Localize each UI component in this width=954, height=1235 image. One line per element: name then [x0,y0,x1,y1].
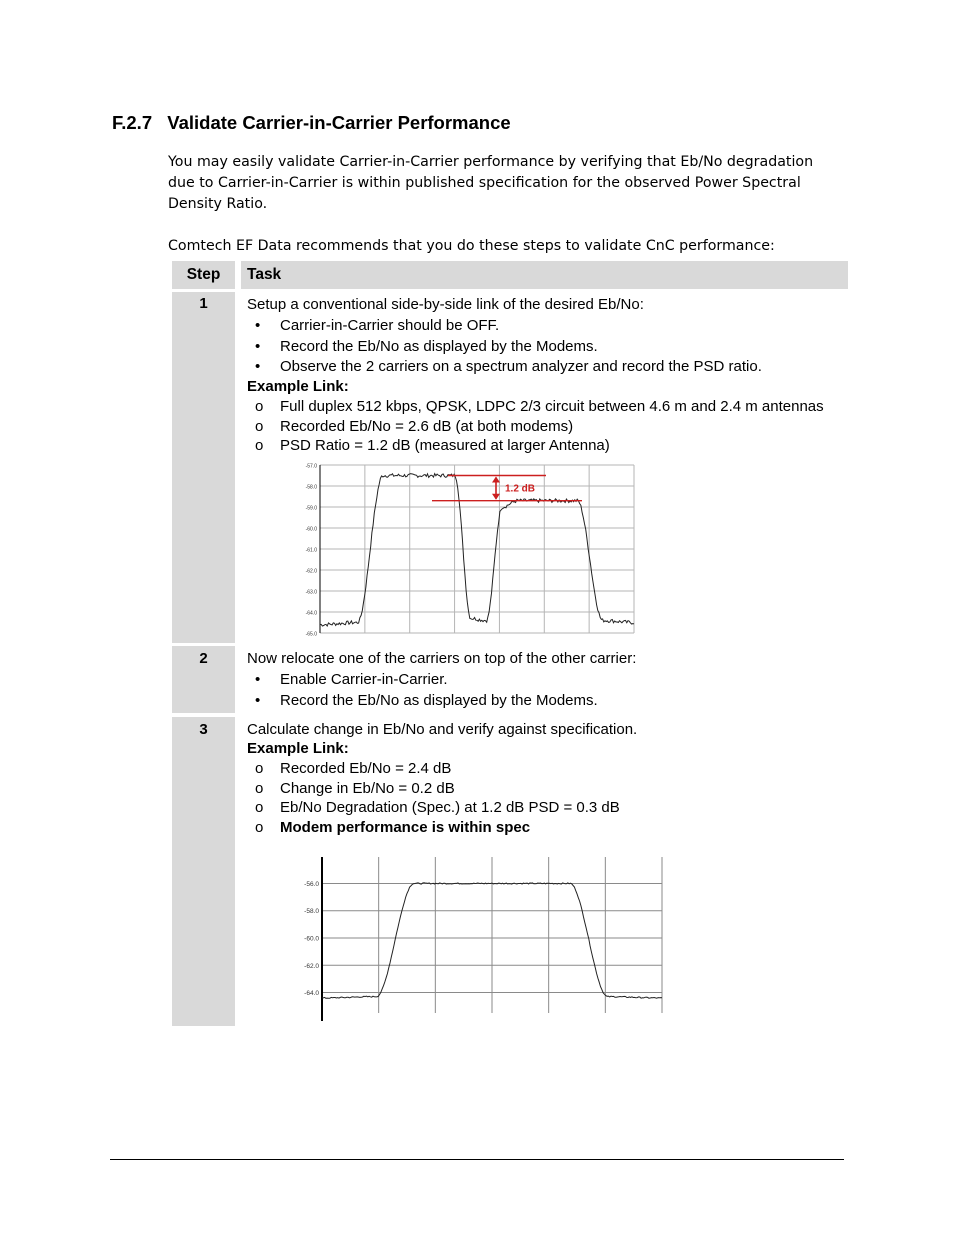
section-title: Validate Carrier-in-Carrier Performance [167,112,511,133]
step-number: 1 [199,295,208,312]
step-header: Step [172,261,235,289]
y-tick-label: -60.0 [305,526,317,533]
y-tick-label: -62.0 [304,962,319,970]
section-number: F.2.7 [112,112,153,133]
y-tick-label: -64.0 [304,990,319,998]
circle-icon: o [255,760,264,777]
circle-icon: o [255,437,264,454]
spectrum-chart-side-by-side [300,458,636,640]
y-tick-label: -58.0 [304,908,319,916]
y-tick-label: -59.0 [305,505,317,512]
y-tick-label: -61.0 [305,547,317,554]
task-1-cell: Setup a conventional side-by-side link of the desired Eb/No: • Carrier-in-Carrier should be OFF. • Record the Eb/No as displayed by the Modems. • Observe the 2 carriers on a spectrum analyzer and record the PSD ratio. Example Link: o Full duplex 512 kbps, QPSK, LDPC 2/3 circuit between 4.6 m and 2.4 m antennas o Recorded Eb/No = 2.6 dB (at both modems) o PSD Ratio = 1.2 dB (measured at larger Antenna) [247,296,824,454]
example-label: Example Link: [247,740,349,757]
y-tick-label: -57.0 [305,463,317,470]
y-tick-label: -63.0 [305,589,317,596]
step-number: 3 [199,721,208,738]
footer-rule [110,1159,844,1160]
example-label: Example Link: [247,378,349,395]
arrow-head-up [492,477,500,483]
bullet-icon: • [255,338,261,355]
task-intro: Calculate change in Eb/No and verify against specification. [247,721,638,738]
circle-icon: o [255,398,264,415]
spectrum-chart-cnc [298,855,664,1023]
task-2-cell: Now relocate one of the carriers on top of the other carrier: • Enable Carrier-in-Carrier. • Record the Eb/No as displayed by the Modems. [247,650,637,709]
recommend-paragraph: Comtech EF Data recommends that you do these steps to validate CnC performance: [168,238,775,254]
bullet-icon: • [255,692,261,709]
task-3-cell: Calculate change in Eb/No and verify against specification. Example Link: o Recorded Eb/No = 2.4 dB o Change in Eb/No = 0.2 dB o Eb/No Degradation (Spec.) at 1.2 dB PSD = 0.3 dB o Modem performance is within spec [247,721,638,836]
intro-paragraph: You may easily validate Carrier-in-Carrier performance by verifying that Eb/No degradation due to Carrier-in-Carrier is within published specification for the observed Power Spectral Density Ratio. [168,154,814,212]
bullet-icon: • [255,358,261,375]
y-tick-label: -58.0 [305,484,317,491]
y-tick-label: -56.0 [304,880,319,888]
bullet-icon: • [255,317,261,334]
arrow-head-down [492,494,500,500]
bullet-icon: • [255,671,261,688]
task-intro: Setup a conventional side-by-side link of the desired Eb/No: [247,296,644,313]
spectrum-trace [320,474,634,626]
chart-grid [306,464,634,638]
circle-icon: o [255,799,264,816]
step-3-cell [172,717,235,1026]
circle-icon: o [255,819,264,836]
circle-icon: o [255,780,264,797]
circle-icon: o [255,418,264,435]
section-heading [112,112,511,134]
task-header: Task [241,261,848,289]
annotation-label: 1.2 dB [505,483,536,495]
step-2-cell [172,646,235,713]
y-tick-label: -65.0 [305,631,317,638]
y-tick-label: -64.0 [305,610,317,617]
task-intro: Now relocate one of the carriers on top of the other carrier: [247,650,637,667]
y-tick-label: -60.0 [304,935,319,943]
step-1-cell [172,292,235,643]
y-tick-label: -62.0 [305,568,317,575]
chart-grid [304,857,662,1013]
step-number: 2 [199,650,208,667]
